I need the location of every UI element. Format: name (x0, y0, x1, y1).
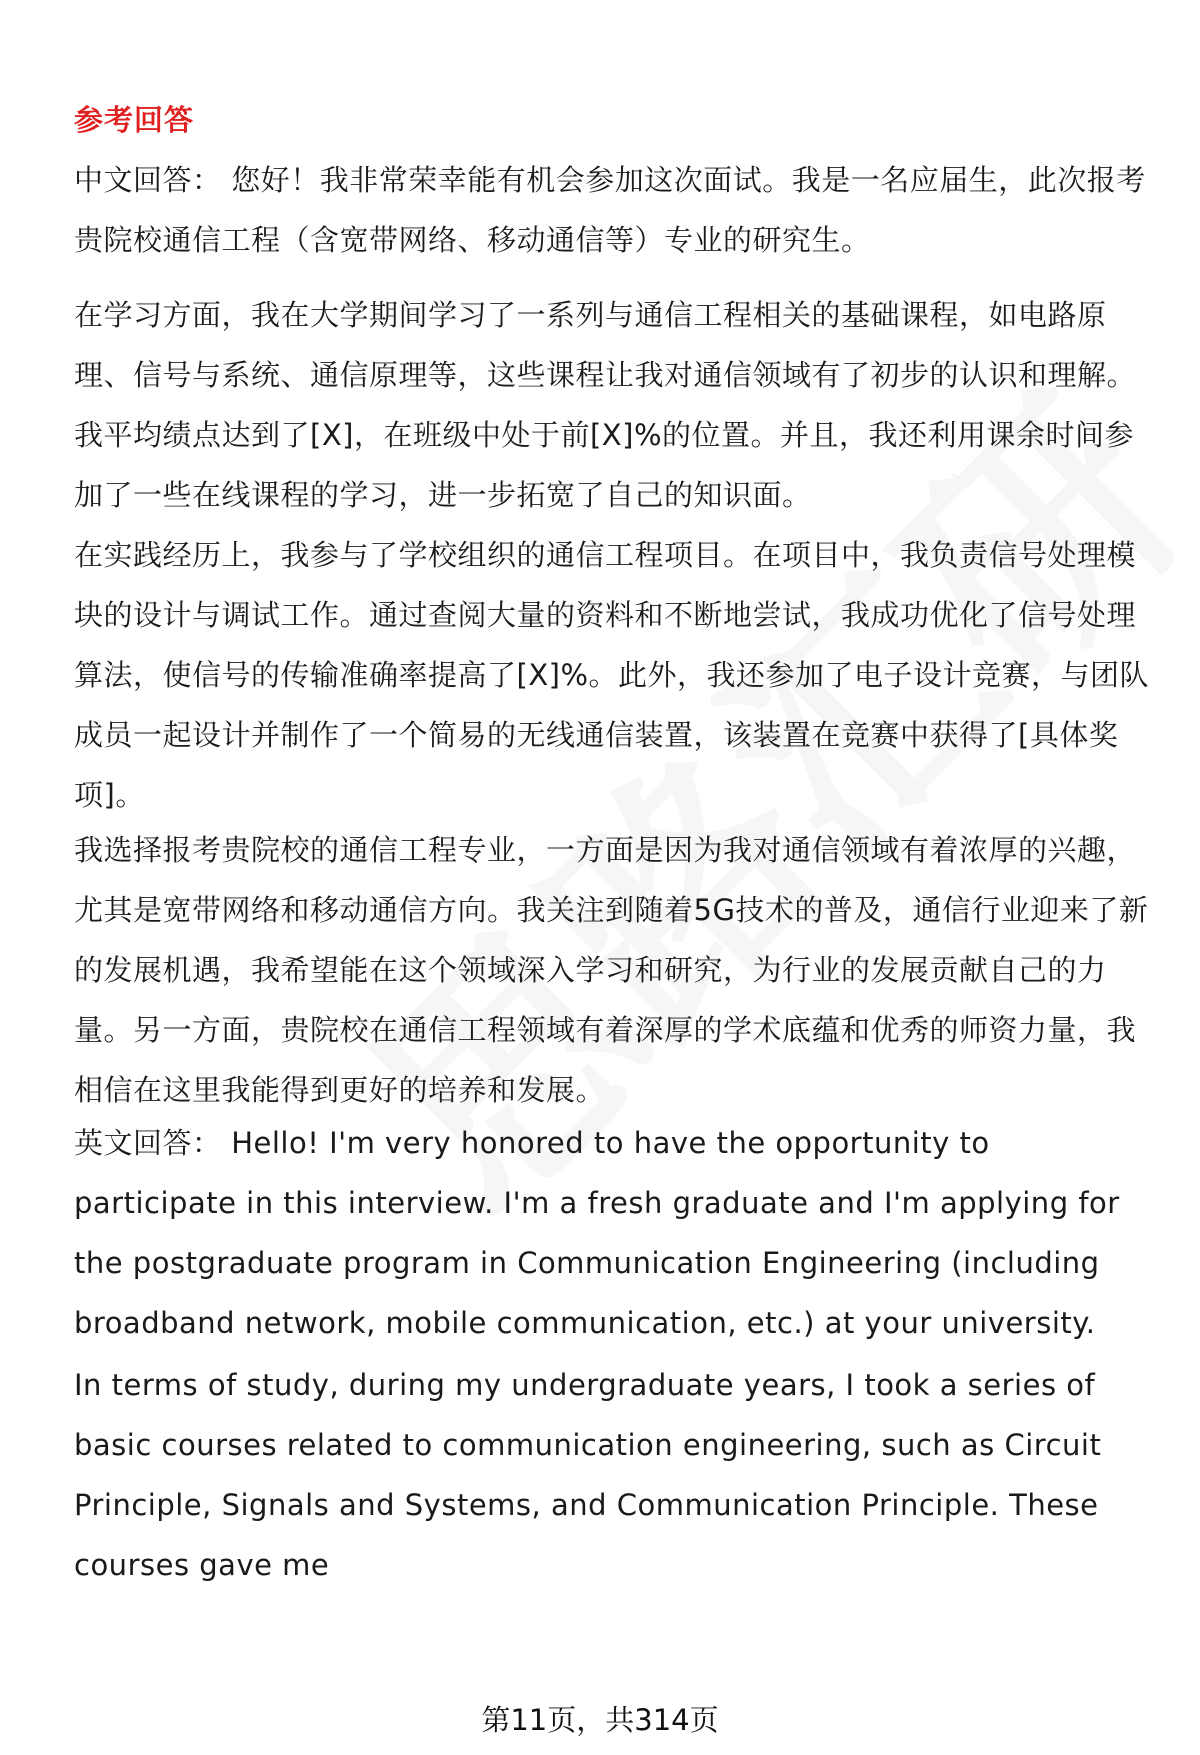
paragraph-study: 在学习方面，我在大学期间学习了一系列与通信工程相关的基础课程，如电路原理、信号与系统、通信原理等，这些课程让我对通信领域有了初步的认识和理解。我平均绩点达到了[X]，在班级中处于前[X]%的位置。并且，我还利用课余时间参加了一些在线课程的学习，进一步拓宽了自己的知识面。 (74, 298, 1137, 512)
page-number-footer: 第11页，共314页 (481, 1703, 719, 1737)
paragraph-english-intro: 英文回答： Hello! I'm very honored to have the opportunity to participate in this interview. I'm a fresh graduate and I'm applying for the postgraduate program in Communication Engineering (including broadband network, mobile communication, etc.) at your university. (74, 1126, 1120, 1340)
paragraph-english-study: In terms of study, during my undergraduate years, I took a series of basic courses related to communication engineering, such as Circuit Principle, Signals and Systems, and Communication Principle. These courses gave me (74, 1368, 1102, 1582)
section-heading: 参考回答 (74, 103, 195, 137)
paragraph-motivation: 我选择报考贵院校的通信工程专业，一方面是因为我对通信领域有着浓厚的兴趣，尤其是宽带网络和移动通信方向。我关注到随着5G技术的普及，通信行业迎来了新的发展机遇，我希望能在这个领域深入学习和研究，为行业的发展贡献自己的力量。另一方面，贵院校在通信工程领域有着深厚的学术底蕴和优秀的师资力量，我相信在这里我能得到更好的培养和发展。 (74, 833, 1149, 1107)
paragraph-practice: 在实践经历上，我参与了学校组织的通信工程项目。在项目中，我负责信号处理模块的设计与调试工作。通过查阅大量的资料和不断地尝试，我成功优化了信号处理算法，使信号的传输准确率提高了[X]%。此外，我还参加了电子设计竞赛，与团队成员一起设计并制作了一个简易的无线通信装置，该装置在竞赛中获得了[具体奖项]。 (74, 538, 1150, 812)
paragraph-chinese-intro: 中文回答： 您好！我非常荣幸能有机会参加这次面试。我是一名应届生，此次报考贵院校通信工程（含宽带网络、移动通信等）专业的研究生。 (74, 163, 1146, 257)
